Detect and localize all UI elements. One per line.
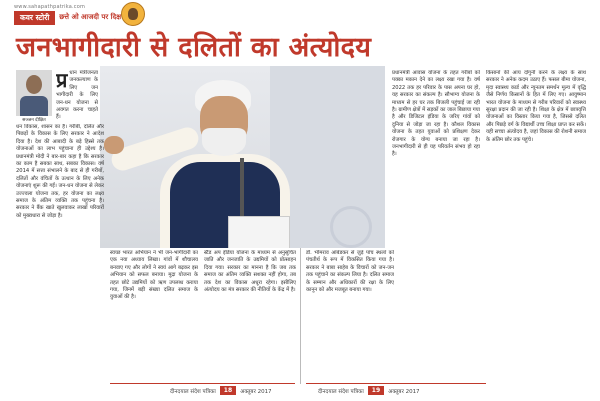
footer-rule-left (110, 383, 295, 384)
footer-right-title: दीनदयाल संदेश पत्रिका (318, 388, 364, 395)
footer-left-date: अक्तूबर 2017 (240, 388, 272, 395)
section-subtitle: छत्ते ओ आजदी पर दिक्ष (59, 13, 122, 21)
article-headline: जनभागीदारी से दलितों का अंत्योदय (16, 32, 372, 63)
article-column-6: किसानों की आय दोगुनी करने के लक्ष्य के साथ सरकार ने अनेक कदम उठाए हैं। फसल बीमा योजना, मृदा स्वास्थ्य कार्ड और न्यूनतम समर्थन मूल्य में वृद्धि जैसे निर्णय किसानों के हित में लिए गए। आयुष्मान भारत योजना के माध्यम से गरीब परिवारों को स्वास्थ्य सुरक्षा प्रदान की जा रही है। शिक्षा के क्षेत्र में छात्रवृत्ति योजनाओं का विस्तार किया गया है, जिससे दलित और पिछड़े वर्ग के विद्यार्थी उच्च शिक्षा प्राप्त कर सकें। यही सच्चा अंत्योदय है, जहां विकास की रोशनी समाज के अंतिम छोर तक पहुंचे। (486, 70, 586, 143)
page-number-right: 19 (368, 386, 384, 395)
speaker-photo (100, 66, 385, 248)
footer-left-title: दीनदयाल संदेश पत्रिका (170, 388, 216, 395)
website-url: www.sahapathpatrika.com (14, 4, 86, 10)
footer-right-date: अक्तूबर 2017 (388, 388, 420, 395)
intro-text: धान मंत्रीजनता जनकल्याण के लिए जन भागीदारी के लिए जन-धन योजना से अवगत करना चाहते हैं। (56, 70, 98, 121)
footer-rule-right (306, 383, 486, 384)
article-column-3: स्टैंड अप इंडिया योजना के माध्यम से अनुसूचित जाति और जनजाति के उद्यमियों को प्रोत्साहन दिया गया। सरकार का मानना है कि जब तक समाज का अंतिम व्यक्ति सशक्त नहीं होगा, तब तक देश का विकास अधूरा रहेगा। इसीलिए अंत्योदय का मंत्र सरकार की नीतियों के केंद्र में है। (204, 250, 296, 294)
article-column-2: स्वच्छ भारत अभियान ने भी जन-भागीदारी का एक नया अध्याय लिखा। गांवों में शौचालय बनवाए गए और लोगों ने स्वयं आगे बढ़कर इस अभियान को सफल बनाया। मुद्रा योजना के तहत छोटे उद्यमियों को ऋण उपलब्ध कराया गया, जिनमें बड़ी संख्या दलित समाज के युवाओं की है। (110, 250, 198, 301)
author-name: सज्जन दीक्षित (22, 118, 46, 123)
article-column-1: धन विकास, शासन का है। गरीबी, दलित और पिछड़ों के विकास के लिए सरकार ने आदेश दिया है। देश की आबादी के बड़े हिस्से तक योजनाओं का लाभ पहुंचाना ही उद्देश्य है। प्रधानमंत्री मोदी ने बार-बार कहा है कि सरकार का काम है सबका साथ, सबका विकास। वर्ष 2014 में सत्ता संभालने के बाद से ही गरीबों, दलितों और वंचितों के उत्थान के लिए अनेक योजनाएं शुरू की गईं। जन-धन योजना से लेकर उज्ज्वला योजना तक, हर योजना का लक्ष्य समाज के अंतिम व्यक्ति तक पहुंचना है। सरकार ने बैंक खाते खुलवाकर लाखों परिवारों को मुख्यधारा से जोड़ा है। (16, 124, 104, 219)
section-label (14, 11, 121, 24)
intro-column (56, 70, 98, 122)
footer-right (318, 386, 420, 395)
author-photo (16, 70, 52, 116)
magazine-logo (121, 2, 145, 26)
page-number-left: 18 (220, 386, 236, 395)
portrait-icon (128, 8, 138, 20)
article-column-5: प्रधानमंत्री आवास योजना के तहत गरीबों को पक्का मकान देने का लक्ष्य रखा गया है। वर्ष 2022 तक हर परिवार के पास अपना घर हो, यह सरकार का संकल्प है। सौभाग्य योजना के माध्यम से हर घर तक बिजली पहुंचाई जा रही है। ग्रामीण क्षेत्रों में सड़कों का जाल बिछाया गया है और डिजिटल इंडिया के जरिए गांवों को दुनिया से जोड़ा जा रहा है। कौशल विकास योजना के तहत युवाओं को प्रशिक्षण देकर रोजगार के योग्य बनाया जा रहा है। जनभागीदारी से ही यह परिवर्तन संभव हो रहा है। (392, 70, 480, 158)
section-label-text: कवर स्टोरी (14, 11, 55, 25)
article-column-4: डॉ. भीमराव आंबेडकर से जुड़े पांच स्थलों को पंचतीर्थ के रूप में विकसित किया गया है। सरकार ने बाबा साहेब के विचारों को जन-जन तक पहुंचाने का संकल्प लिया है। दलित समाज के सम्मान और अधिकारों की रक्षा के लिए कानून को और मजबूत बनाया गया। (306, 250, 394, 294)
drop-cap: प्र (56, 70, 68, 92)
footer-left (170, 386, 272, 395)
